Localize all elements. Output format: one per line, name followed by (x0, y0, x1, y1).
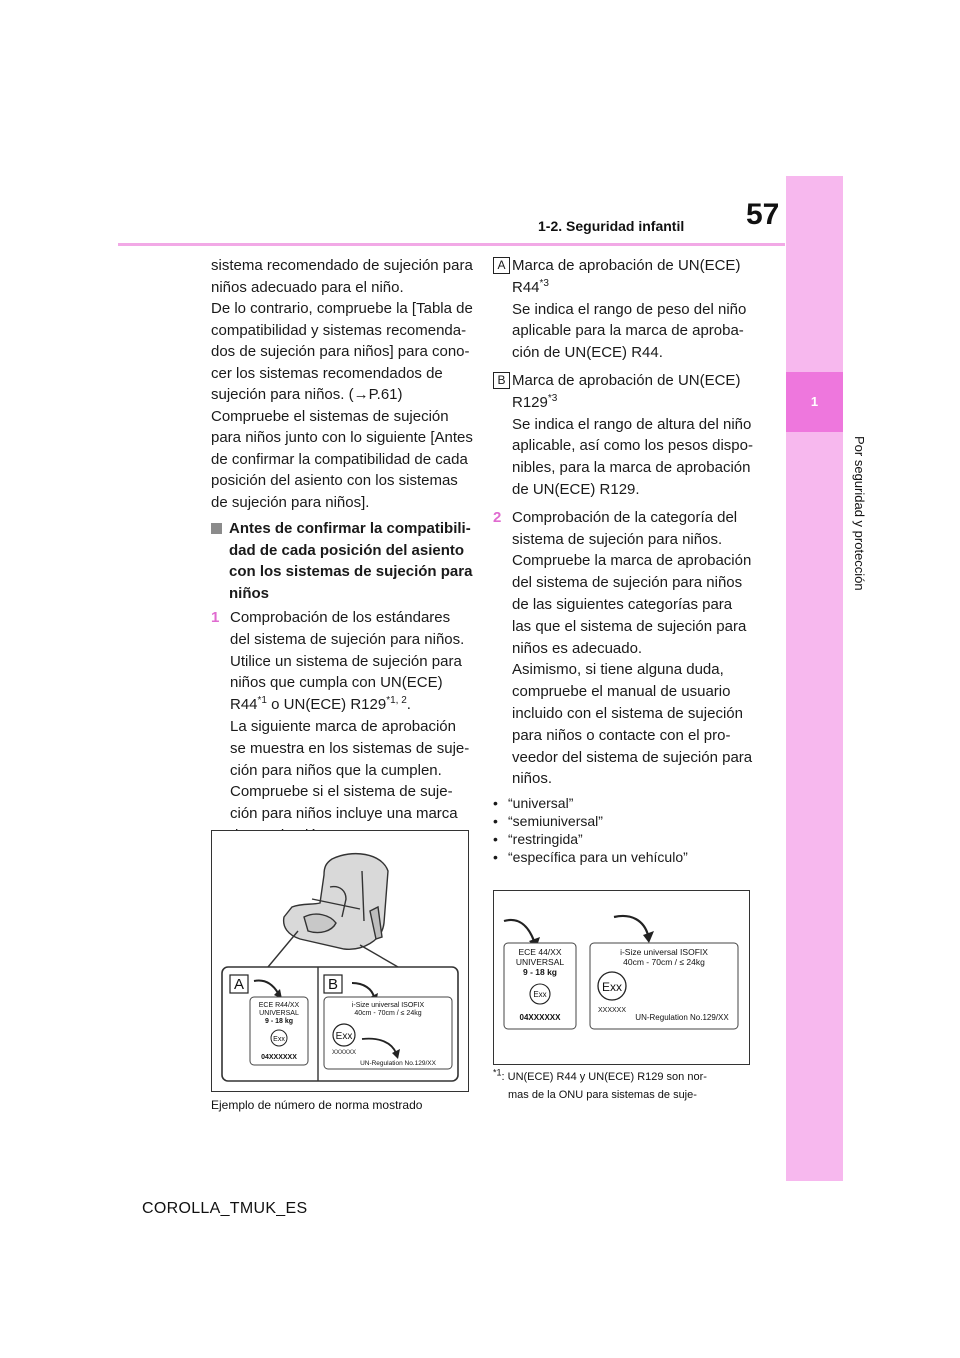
step-line: de las siguientes categorías para (512, 595, 733, 613)
intro-line: De lo contrario, compruebe la [Tabla de (211, 300, 473, 317)
intro-line: de confirmar la compatibilidad de cada (211, 450, 468, 468)
mark-line: de UN(ECE) R129. (512, 480, 640, 498)
list-item: • “específica para un vehículo” (493, 848, 755, 866)
intro-line: Compruebe el sistemas de sujeción (211, 407, 449, 425)
r129-code: XXXXXX (597, 1007, 627, 1014)
child-seat-illustration (212, 831, 468, 1091)
mark-line: aplicable, así como los pesos dispo- (512, 437, 753, 455)
r44-approval-label-large (504, 943, 576, 1029)
step-line: Compruebe la marca de aprobación (512, 552, 752, 570)
subsection-heading (211, 518, 473, 604)
step-line: ción para niños incluye una marca (230, 805, 458, 823)
mark-line: aplicable para la marca de aproba- (512, 322, 744, 340)
footnote (493, 1068, 755, 1104)
intro-line: posición del asiento con los sistemas (211, 472, 458, 489)
mark-a-box: A (493, 257, 510, 274)
side-tab (786, 176, 843, 1181)
mark-line: Se indica el rango de peso del niño (512, 300, 747, 318)
label-a: A (233, 976, 245, 993)
intro-line: de sujeción para niños]. (211, 493, 370, 511)
heading-square-icon (211, 523, 222, 534)
r129-exx: Exx (335, 1031, 353, 1042)
r129-line2: 40cm - 70cm / ≤ 24kg (623, 957, 705, 967)
list-item: • “semiuniversal” (493, 812, 755, 830)
figure-approval-labels (493, 890, 750, 1065)
r44-line1: ECE 44/ (518, 947, 551, 957)
heading-line: dad de cada posición del asiento (229, 541, 465, 559)
r129-reg: UN-Regulation No.129/ (360, 1060, 428, 1067)
footnote-line: mas de la ONU para sistemas de suje- (508, 1089, 697, 1101)
step-line: ción para niños que la cumplen. (230, 761, 442, 779)
label-b: B (327, 976, 339, 993)
figure-child-seat-labels (211, 830, 469, 1092)
r129-xx: XX (427, 1060, 436, 1067)
side-tab-label: Por seguridad y protección (852, 436, 867, 591)
r129-code: XXXXXX (331, 1050, 357, 1056)
mark-b-box: B (493, 372, 510, 389)
mark-line: Marca de aprobación de UN(ECE) (512, 257, 741, 274)
page-number: 57 (746, 198, 780, 231)
r129-xx: XX (718, 1013, 729, 1022)
left-column (211, 255, 473, 847)
step-number: 2 (493, 508, 502, 526)
step-line: Utilice un sistema de sujeción para (230, 652, 462, 670)
r44-line3: 9 - 18 kg (264, 1018, 294, 1025)
step-line: para niños o contacte con el pro- (512, 726, 731, 744)
section-title: 1-2. Seguridad infantil (538, 218, 685, 234)
step-line: Comprobación de la categoría del (512, 508, 738, 526)
list-item: • “restringida” (493, 830, 755, 848)
text-fragment: R44 (230, 696, 258, 714)
intro-line: niños adecuado para el niño. (211, 278, 404, 296)
r44-code: 04XXXXXX (261, 1054, 297, 1061)
r129-line2: 40cm - 70cm / ≤ 24kg (354, 1010, 422, 1017)
r44-exx: Exx (533, 990, 547, 999)
step-line: niños que cumpla con UN(ECE) (230, 674, 443, 692)
r129-exx: Exx (601, 980, 623, 994)
mark-line (512, 277, 755, 299)
r44-approval-label (250, 997, 308, 1065)
step-line: La siguiente marca de aprobación (230, 717, 456, 735)
footer-document-code: COROLLA_TMUK_ES (142, 1200, 308, 1217)
r44-line3: 9 - 18 kg (522, 967, 558, 977)
r129-line1: i-Size universal ISOFIX (620, 947, 708, 957)
intro-line: para niños junto con lo siguiente [Antes (211, 429, 473, 446)
heading-line: niños (229, 584, 269, 602)
r129-reg: UN-Regulation No.129/ (635, 1013, 719, 1022)
step-2 (493, 507, 755, 790)
mark-line: Se indica el rango de altura del niño (512, 415, 752, 433)
step-line: las que el sistema de sujeción para (512, 617, 747, 635)
r44-xx: XX (289, 1002, 300, 1009)
r44-line1: ECE R44/ (258, 1002, 290, 1009)
r129-approval-label-large (590, 943, 738, 1029)
text-fragment: o UN(ECE) R129 (266, 696, 387, 714)
svg-text:UN-Regulation No.129/XX (635, 1013, 729, 1022)
text-fragment: : UN(ECE) R44 y UN(ECE) R129 son nor- (501, 1071, 707, 1083)
text-fragment: R129 (512, 393, 548, 411)
intro-line: compatibilidad y sistemas recomenda- (211, 321, 467, 339)
mark-a-description (493, 255, 755, 364)
step-line: veedor del sistema de sujeción para (512, 748, 753, 766)
step-line: del sistema de sujeción para niños. (230, 630, 465, 648)
r129-approval-label (324, 997, 452, 1069)
side-tab-number-text: 1 (810, 394, 819, 409)
r44-line2: UNIVERSAL (259, 1010, 299, 1017)
list-item: • “universal” (493, 794, 755, 812)
step-line: se muestra en los sistemas de suje- (230, 739, 470, 757)
footnote-ref: *3 (547, 392, 558, 404)
footnote-line (493, 1068, 755, 1086)
intro-line: sistema recomendado de sujeción para (211, 257, 473, 274)
footnote-ref: *1 (257, 695, 267, 707)
heading-line: Antes de confirmar la compatibili- (229, 520, 471, 537)
step-line: sistema de sujeción para niños. (512, 530, 723, 548)
step-line: Comprobación de los estándares (230, 609, 451, 626)
step-line (230, 694, 473, 716)
mark-b-description (493, 370, 755, 501)
footnote-ref: *3 (539, 277, 549, 289)
header-rule (118, 243, 785, 246)
mark-line: ción de UN(ECE) R44. (512, 344, 663, 362)
step-number: 1 (211, 609, 220, 626)
text-fragment: . (406, 696, 411, 714)
r44-exx: Exx (273, 1036, 285, 1043)
step-1 (211, 607, 473, 847)
mark-line (512, 392, 755, 414)
footnote-marker: *1 (493, 1067, 502, 1078)
mark-line: Marca de aprobación de UN(ECE) (512, 371, 741, 389)
intro-line: dos de sujeción para niños] para cono- (211, 343, 470, 360)
r44-line2: UNIVERSAL (515, 957, 565, 967)
r129-line1: i-Size universal ISOFIX (351, 1002, 425, 1009)
svg-text:ECE 44/XX (519, 947, 562, 957)
category-list (493, 794, 755, 866)
heading-line: con los sistemas de sujeción para (229, 563, 473, 580)
child-seat-icon (284, 854, 388, 950)
mark-line: nibles, para la marca de aprobación (512, 459, 751, 477)
step-line: niños. (512, 770, 553, 788)
step-line: incluido con el sistema de sujeción (512, 704, 743, 722)
intro-line: sujeción para niños. (→P.61) (211, 386, 403, 403)
side-tab-number (786, 372, 843, 432)
step-line: Compruebe si el sistema de suje- (230, 783, 453, 801)
step-line: Asimismo, si tiene alguna duda, (512, 661, 724, 679)
step-line: del sistema de sujeción para niños (512, 574, 743, 592)
intro-paragraph (211, 255, 473, 513)
step-line: compruebe el manual de usuario (512, 683, 731, 701)
svg-text:ECE R44/XX (259, 1002, 300, 1009)
figure-caption: Ejemplo de número de norma mostrado (211, 1098, 423, 1112)
footnote-ref: *1, 2 (386, 695, 407, 707)
r44-xx: XX (550, 947, 562, 957)
step-line: niños es adecuado. (512, 639, 643, 657)
svg-text:UN-Regulation No.129/XX (360, 1060, 437, 1067)
text-fragment: R44 (512, 278, 540, 296)
r44-code: 04XXXXXX (519, 1013, 561, 1022)
right-column (493, 255, 755, 866)
approval-labels-illustration (494, 891, 749, 1064)
intro-line: cer los sistemas recomendados de (211, 364, 443, 382)
